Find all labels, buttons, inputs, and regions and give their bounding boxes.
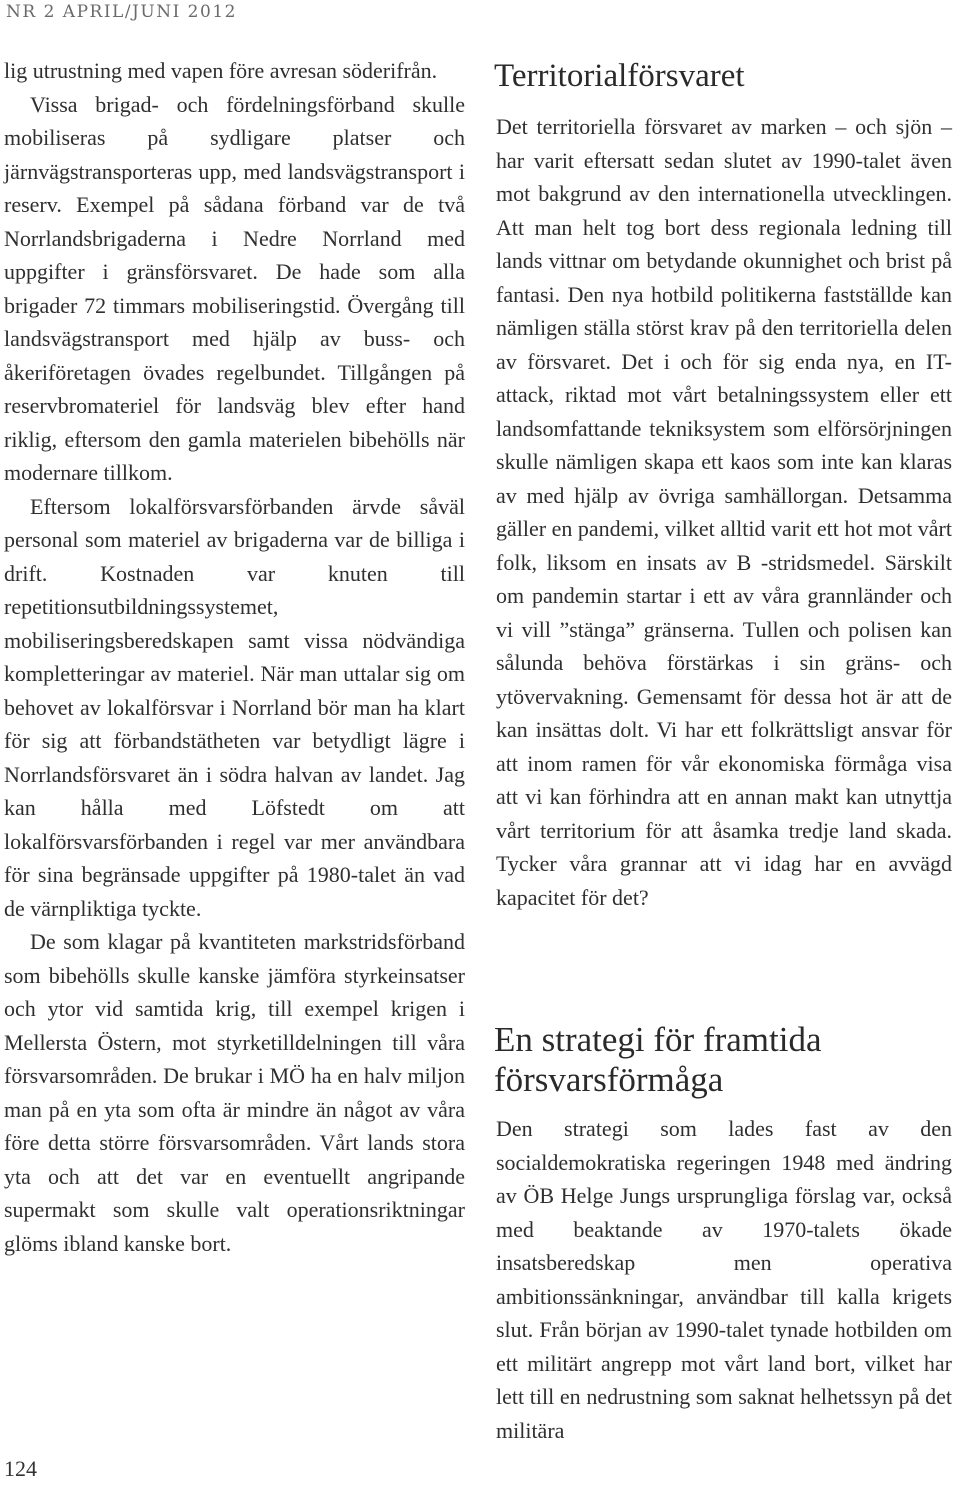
- section-heading-strategi: En strategi för framtida försvarsförmåga: [494, 1020, 822, 1099]
- right-column-section-1: [496, 110, 952, 914]
- page-number: 124: [4, 1456, 37, 1481]
- body-paragraph: De som klagar på kvantiteten markstridsförband som bibehölls skulle kanske jämföra styrkeinsatser och ytor vid samtida krig, till exempel krigen i Mellersta Östern, mot styrketilldelningen till våra försvarsområden. De brukar i MÖ ha en halv miljon man på en yta som ofta är mindre än något av våra före detta större försvarsområden. Vårt lands stora yta och att det var en eventuellt angripande supermakt som skulle valt operationsriktningar glöms ibland kanske bort.: [4, 929, 465, 1256]
- body-paragraph: Den strategi som lades fast av den socialdemokratiska regeringen 1948 med ändring av ÖB Helge Jungs ursprungliga förslag var, också med beaktande av 1970-talets ökade insatsberedskap men operativa ambitionssänkningar, användbar till kalla krigets slut. Från början av 1990-talet tynade hotbilden om ett militärt angrepp mot vårt land bort, vilket har lett till en nedrustning som saknat helhetssyn på det militära: [496, 1116, 952, 1443]
- issue-header: NR 2 APRIL/JUNI 2012: [6, 2, 237, 22]
- body-paragraph: Det territoriella försvaret av marken – och sjön – har varit eftersatt sedan slutet av 1990-talet även mot bakgrund av den internationella utvecklingen. Att man helt tog bort dess regionala ledning till lands vittnar om betydande okunnighet och brist på fantasi. Den nya hotbild politikerna fastställde kan nämligen ställa störst krav på den territoriella delen av försvaret. Det i och för sig enda nya, en IT-attack, riktad mot vårt betalningssystem eller ett landsomfattande tekniksystem som elförsörjningen skulle nämligen skapa ett kaos som inte kan klaras av med hjälp av övriga samhällorgan. Detsamma gäller en pandemi, vilket alltid varit ett hot mot vårt folk, liksom en insats av B -stridsmedel. Särskilt om pandemin startar i ett av våra grannländer och vi vill ”stänga” gränserna. Tullen och polisen kan sålunda behöva förstärkas i sin gräns- och ytövervakning. Gemensamt för dessa hot är att de kan insättas dolt. Vi har ett folkrättsligt ansvar för att inom ramen för vår ekonomiska förmåga visa att vi kan förhindra att en annan makt kan utnyttja vårt territorium för att åsamka tredje land skada. Tycker våra grannar att vi idag har en avvägd kapacitet för det?: [496, 114, 952, 910]
- right-column-section-2: [496, 1112, 952, 1447]
- body-paragraph: lig utrustning med vapen före avresan söderifrån.: [4, 58, 438, 83]
- section-heading-territorialforsvaret: Territorialförsvaret: [494, 58, 745, 94]
- body-paragraph: Vissa brigad- och fördelningsförband skulle mobiliseras på sydligare platser och järnvägstransporteras upp, med landsvägstransport i reserv. Exempel på sådana förband var de två Norrlandsbrigaderna i Nedre Norrland med uppgifter i gränsförsvaret. De hade som alla brigader 72 timmars mobiliseringstid. Övergång till landsvägstransport med hjälp av buss- och åkeriföretagen övades regelbundet. Tillgången på reservbromateriel för landsväg blev efter hand riklig, eftersom den gamla materielen bibehölls när modernare tillkom.: [4, 91, 465, 485]
- left-column: [4, 54, 465, 1260]
- body-paragraph: Eftersom lokalförsvarsförbanden ärvde såväl personal som materiel av brigaderna var de billiga i drift. Kostnaden var knuten till repetitionsutbildningssystemet, mobiliseringsberedskapen samt vissa nödvändiga kompletteringar av materiel. När man uttalar sig om behovet av lokalförsvar i Norrland bör man ha klart för sig att förbandstätheten var betydligt lägre i Norrlandsförsvaret än i södra halvan av landet. Jag kan hålla med Löfstedt om att lokalförsvarsförbanden i regel var mer användbara för sina begränsade uppgifter på 1980-talet än vad de värnpliktiga tyckte.: [4, 493, 465, 921]
